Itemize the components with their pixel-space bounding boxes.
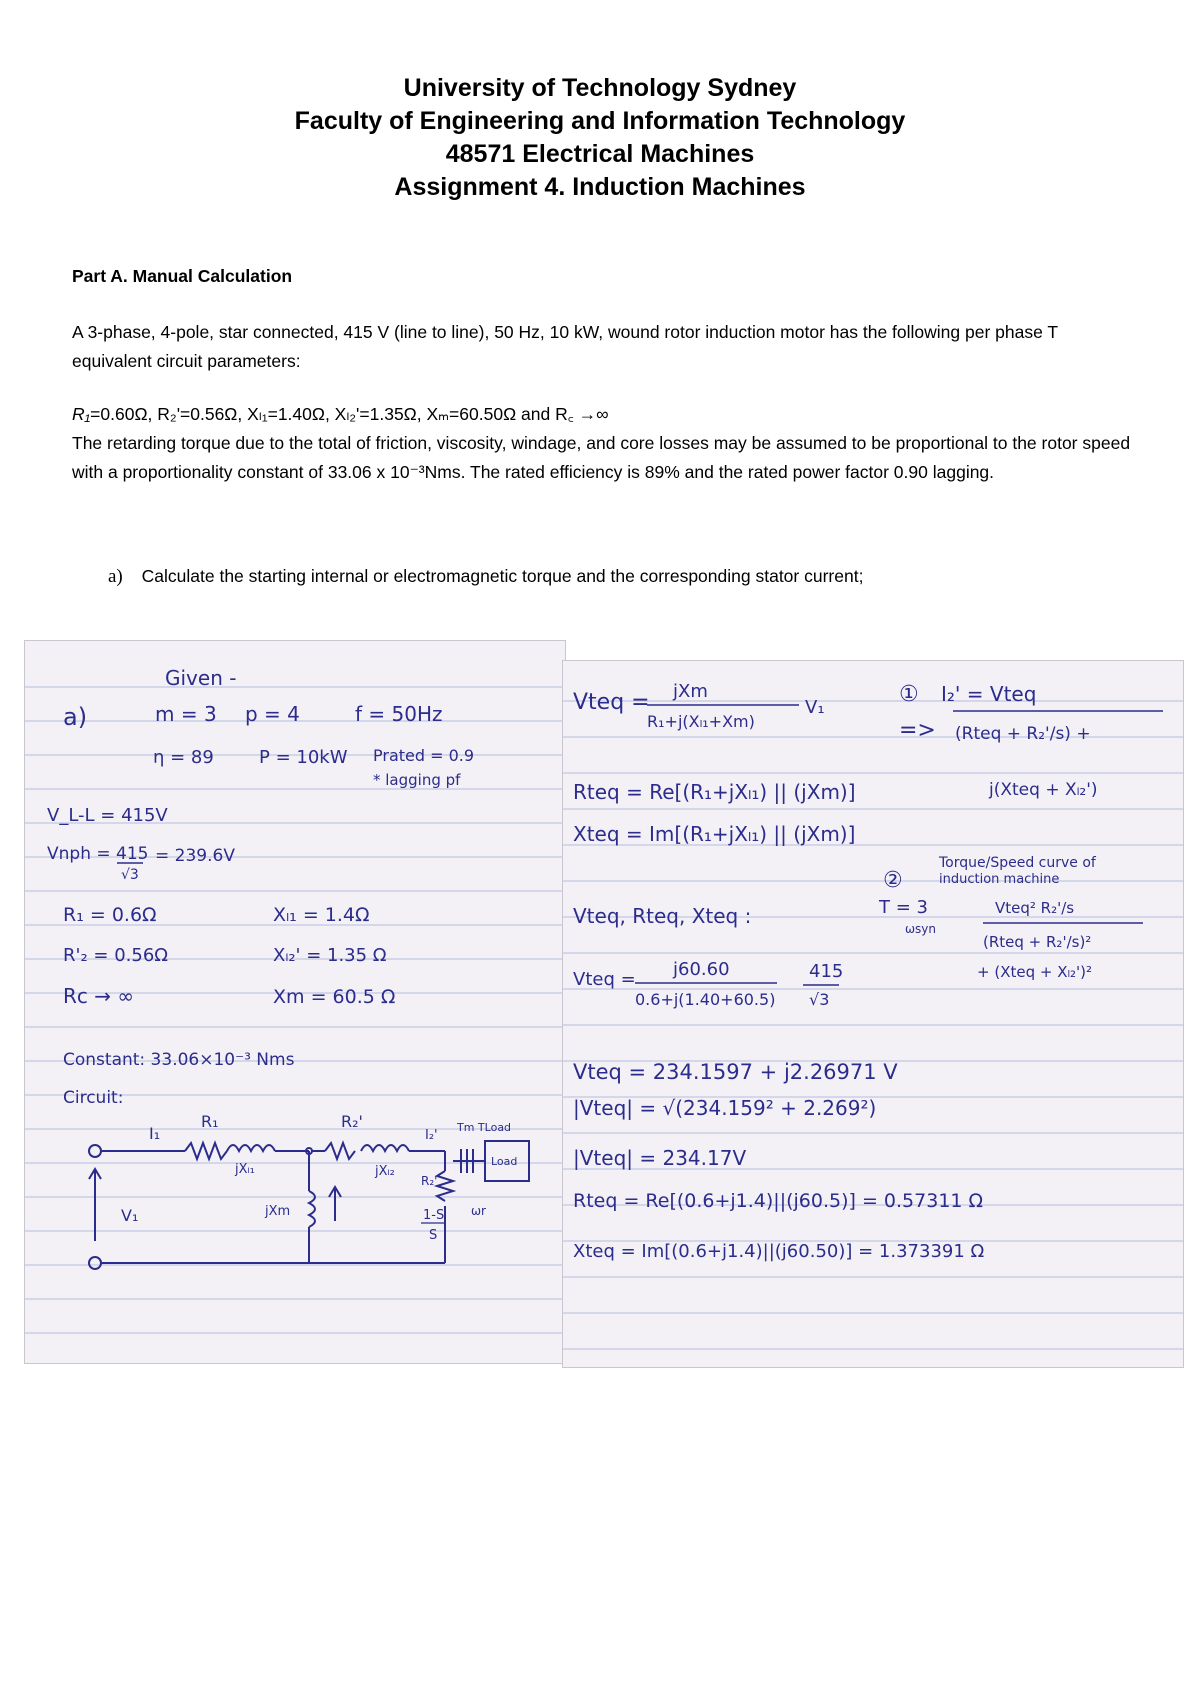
hw-m: m = 3 [155, 702, 217, 726]
hw-power: P = 10kW [259, 747, 348, 768]
hw-torque-T: T = 3 [879, 897, 928, 918]
left-sheet-drawing [25, 641, 565, 1363]
hw-part-a: a) [63, 703, 88, 731]
hw-circuit-tmech: Tm TLoad [457, 1121, 512, 1134]
hw-r1: R₁ = 0.6Ω [63, 904, 157, 926]
hw-torque-note1: Torque/Speed curve of [939, 855, 1096, 871]
hw-circuit-wr: ωr [471, 1204, 486, 1218]
hw-vteq-calc-den: 0.6+j(1.40+60.5) [635, 990, 776, 1009]
hw-vteq-def-num: jXm [673, 681, 708, 702]
hw-vteq-mag-result: |Vteq| = 234.17V [573, 1146, 747, 1170]
hw-lagging: * lagging pf [373, 771, 461, 789]
document-header [0, 72, 1200, 204]
hw-vteq-calc-num: j60.60 [673, 959, 730, 980]
hw-i2-den2: j(Xteq + Xₗ₂') [989, 780, 1098, 800]
university-name: University of Technology Sydney [403, 74, 797, 102]
faculty-name: Faculty of Engineering and Information Technology [294, 107, 906, 135]
hw-f: f = 50Hz [355, 702, 443, 726]
hw-vph: Vnph = 415 [47, 844, 149, 864]
hw-vph-den: √3 [121, 867, 139, 883]
hw-vph-result: = 239.6V [155, 846, 235, 866]
hw-vteq-def: Vteq = [573, 690, 650, 715]
hw-step2: ② [883, 868, 903, 893]
hw-i2: I₂' = Vteq [941, 682, 1037, 706]
hw-circuit-r1: R₁ [201, 1112, 219, 1131]
hw-vll: V_L-L = 415V [47, 805, 168, 826]
hw-rc: Rc → ∞ [63, 984, 135, 1008]
hw-constant: Constant: 33.06×10⁻³ Nms [63, 1050, 295, 1070]
question-a-label: a) [108, 566, 123, 587]
hw-xteq-def: Xteq = Im[(R₁+jXₗ₁) || (jXm)] [573, 822, 856, 846]
hw-xl2: Xₗ₂' = 1.35 Ω [273, 945, 387, 966]
hw-torque-num: Vteq² R₂'/s [995, 899, 1075, 917]
hw-vteq-calc: Vteq = [573, 969, 636, 990]
params-text: =0.60Ω, R₂'=0.56Ω, Xₗ₁=1.40Ω, Xₗ₂'=1.35Ω, Xₘ=60.50Ω and R꜀ →∞ [90, 404, 609, 424]
assignment-title: Assignment 4. Induction Machines [394, 173, 806, 201]
hw-eta: η = 89 [153, 747, 214, 768]
hw-torque-note2: induction machine [939, 872, 1060, 887]
handwritten-sheet-right [562, 660, 1184, 1368]
hw-vteq-def-v: V₁ [805, 697, 825, 718]
hw-vteq-calc-frac-den: √3 [809, 990, 830, 1009]
hw-circuit-xl2: jXₗ₂ [375, 1164, 395, 1179]
hw-torque-den2: + (Xteq + Xₗ₂')² [977, 963, 1092, 981]
hw-step1: ① [899, 682, 919, 707]
hw-torque-den1: (Rteq + R₂'/s)² [983, 933, 1092, 951]
hw-circuit-i1: I₁ [149, 1124, 161, 1143]
hw-r2: R'₂ = 0.56Ω [63, 945, 169, 966]
ruled-lines [25, 687, 565, 1333]
hw-given: Given - [165, 666, 237, 690]
equivalent-circuit [89, 1141, 529, 1269]
hw-circuit-slip-num: 1-S [423, 1208, 445, 1223]
hw-vteq-def-den: R₁+j(Xₗ₁+Xm) [647, 712, 755, 731]
hw-circuit-i2: I₂' [425, 1128, 438, 1143]
hw-xteq-calc: Xteq = Im[(0.6+j1.4)||(j60.50)] = 1.373391 Ω [573, 1241, 985, 1262]
hw-vteq-calc-frac: 415 [809, 961, 844, 982]
hw-p: p = 4 [245, 702, 300, 726]
hw-circuit-v1: V₁ [121, 1206, 139, 1225]
hw-prated: Prated = 0.9 [373, 746, 475, 765]
right-sheet-drawing [563, 661, 1183, 1367]
part-a-heading: Part A. Manual Calculation [72, 266, 293, 286]
handwritten-sheet-left [24, 640, 566, 1364]
question-a-text: Calculate the starting internal or electromagnetic torque and the corresponding stator current; [141, 566, 864, 586]
hw-xm: Xm = 60.5 Ω [273, 986, 396, 1008]
hw-i2-den1: (Rteq + R₂'/s) + [955, 724, 1091, 744]
circuit-parameters [72, 400, 1132, 429]
hw-find: Vteq, Rteq, Xteq : [573, 904, 752, 928]
hw-vteq-result: Vteq = 234.1597 + j2.26971 V [573, 1060, 898, 1084]
course-title: 48571 Electrical Machines [445, 140, 755, 168]
hw-torque-ws: ωsyn [905, 922, 937, 936]
hw-vteq-mag: |Vteq| = √(234.159² + 2.269²) [573, 1096, 877, 1120]
hw-rteq-def: Rteq = Re[(R₁+jXₗ₁) || (jXm)] [573, 780, 856, 804]
hw-rteq-calc: Rteq = Re[(0.6+j1.4)||(j60.5)] = 0.57311 Ω [573, 1190, 984, 1212]
hw-circuit-xl1: jXₗ₁ [235, 1162, 255, 1177]
hw-circuit-xm: jXm [265, 1204, 291, 1219]
problem-intro: A 3-phase, 4-pole, star connected, 415 V (line to line), 50 Hz, 10 kW, wound rotor induction motor has the following per phase T equivalent circuit parameters: [72, 322, 1058, 371]
hw-i2-arrow: => [899, 718, 936, 743]
question-a [108, 566, 863, 588]
hw-circuit-slip-den: S [429, 1228, 438, 1243]
hw-circuit-r2: R₂' [341, 1112, 363, 1131]
hw-circuit-load: Load [491, 1155, 518, 1168]
retarding-torque-text: The retarding torque due to the total of friction, viscosity, windage, and core losses may be assumed to be proportional to the rotor speed with a proportionality constant of 33.06 x 10⁻³Nms. The rated efficiency is 89% and the rated power factor 0.90 lagging. [72, 433, 1131, 482]
hw-circuit: Circuit: [63, 1088, 124, 1108]
hw-circuit-r2s: R₂' [421, 1174, 438, 1188]
hw-xl1: Xₗ₁ = 1.4Ω [273, 904, 370, 926]
params-prefix: R₁ [72, 404, 91, 424]
